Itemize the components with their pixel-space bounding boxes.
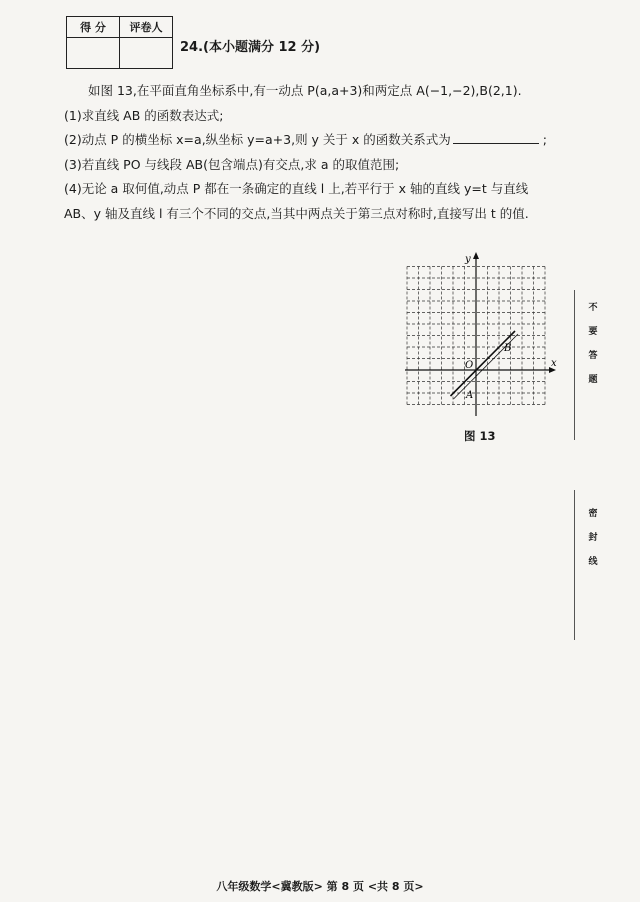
binding-note-bottom bbox=[586, 502, 600, 574]
binding-note-top bbox=[586, 296, 600, 392]
binding-rule bbox=[574, 290, 575, 440]
question-part-1: (1)求直线 AB 的函数表达式; bbox=[64, 107, 224, 123]
answer-blank[interactable] bbox=[453, 131, 539, 144]
page-footer: 八年级数学<冀教版> 第 8 页 <共 8 页> bbox=[216, 880, 424, 893]
question-part-4-line-1: (4)无论 a 取何值,动点 P 都在一条确定的直线 l 上,若平行于 x 轴的直线 y=t 与直线 bbox=[64, 181, 529, 196]
question-part-4-line-2: AB、y 轴及直线 l 有三个不同的交点,当其中两点关于第三点对称时,直接写出 t 的值. bbox=[64, 205, 529, 221]
margin-char: 密 bbox=[588, 509, 598, 519]
question-body bbox=[64, 79, 564, 226]
point-a-label: A bbox=[466, 390, 474, 401]
margin-char: 不 bbox=[588, 303, 598, 313]
y-axis-arrow bbox=[473, 252, 479, 259]
binding-rule bbox=[574, 490, 575, 640]
origin-label: O bbox=[465, 360, 474, 371]
margin-char: 封 bbox=[588, 533, 598, 543]
score-cell[interactable] bbox=[67, 38, 120, 69]
question-header: 24.(本小题满分 12 分) bbox=[180, 40, 321, 55]
point-b-label: B bbox=[504, 343, 512, 354]
part-2-suffix: ; bbox=[542, 132, 547, 147]
grader-cell[interactable] bbox=[120, 38, 173, 69]
question-intro: 如图 13,在平面直角坐标系中,有一动点 P(a,a+3)和两定点 A(−1,−2),B(2,1). bbox=[88, 83, 522, 98]
x-axis-label: x bbox=[551, 358, 557, 369]
margin-char: 题 bbox=[588, 375, 598, 385]
margin-char: 线 bbox=[588, 557, 598, 567]
coordinate-figure bbox=[405, 250, 563, 420]
grader-header: 评卷人 bbox=[120, 17, 173, 38]
part-2-prefix: (2)动点 P 的横坐标 x=a,纵坐标 y=a+3,则 y 关于 x 的函数关系式为 bbox=[64, 132, 451, 147]
y-axis-label: y bbox=[465, 254, 471, 265]
segment-ab bbox=[451, 331, 516, 396]
question-part-3: (3)若直线 PO 与线段 AB(包含端点)有交点,求 a 的取值范围; bbox=[64, 156, 400, 172]
score-box bbox=[66, 16, 173, 69]
question-part-2 bbox=[64, 128, 564, 153]
margin-char: 要 bbox=[588, 327, 598, 337]
margin-char: 答 bbox=[588, 351, 598, 361]
score-header: 得 分 bbox=[67, 17, 120, 38]
figure-caption: 图 13 bbox=[464, 429, 496, 443]
